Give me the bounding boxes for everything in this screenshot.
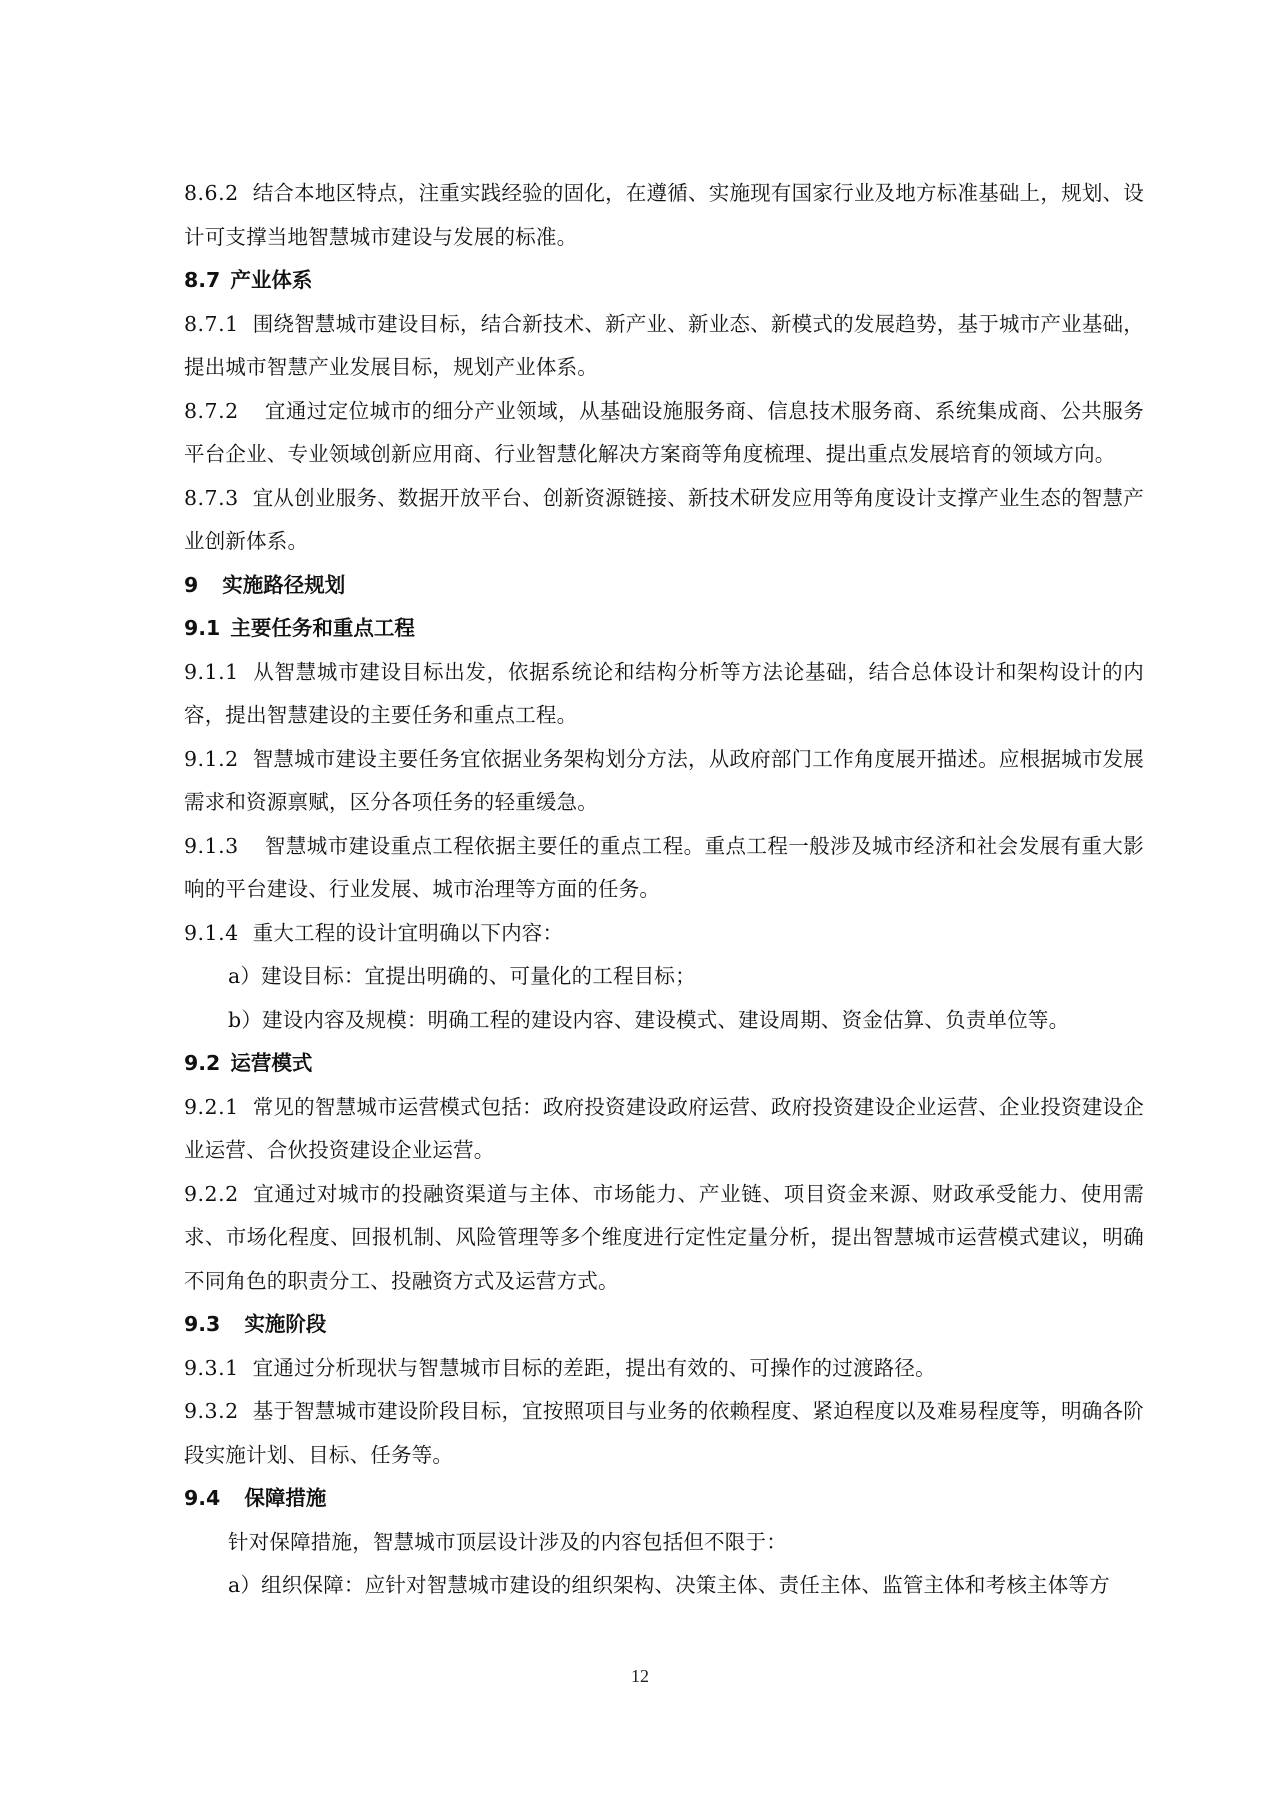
clause-8-7-1 — [184, 303, 1144, 390]
clause-text: 宜从创业服务、数据开放平台、创新资源链接、新技术研发应用等角度设计支撑产业生态的智慧产业创新体系。 — [184, 485, 1144, 553]
clause-text: 从智慧城市建设目标出发，依据系统论和结构分析等方法论基础，结合总体设计和架构设计的内容，提出智慧建设的主要任务和重点工程。 — [184, 659, 1144, 727]
clause-number: 8.7.2 — [184, 398, 239, 423]
heading-text: 主要任务和重点工程 — [230, 616, 415, 640]
heading-number: 9.3 — [184, 1312, 221, 1336]
clause-number: 8.7.1 — [184, 311, 239, 336]
clause-9-2-2 — [184, 1173, 1144, 1304]
heading-number: 9.4 — [184, 1486, 221, 1510]
clause-9-3-2 — [184, 1390, 1144, 1477]
list-item-text: a）组织保障：应针对智慧城市建设的组织架构、决策主体、责任主体、监管主体和考核主体等方 — [228, 1573, 1110, 1597]
page-number: 12 — [631, 1666, 649, 1686]
document-body — [184, 172, 1144, 1608]
clause-number: 9.3.1 — [184, 1355, 239, 1380]
clause-9-1-1 — [184, 651, 1144, 738]
clause-text: 基于智慧城市建设阶段目标，宜按照项目与业务的依赖程度、紧迫程度以及难易程度等，明确各阶段实施计划、目标、任务等。 — [184, 1399, 1144, 1467]
clause-text: 宜通过分析现状与智慧城市目标的差距，提出有效的、可操作的过渡路径。 — [252, 1355, 936, 1380]
clause-number: 9.1.3 — [184, 833, 239, 858]
heading-9-4 — [184, 1477, 1144, 1521]
section-intro — [184, 1521, 1144, 1565]
list-item-b — [184, 999, 1144, 1043]
clause-9-2-1 — [184, 1086, 1144, 1173]
intro-text: 针对保障措施，智慧城市顶层设计涉及的内容包括但不限于： — [228, 1529, 787, 1554]
clause-text: 结合本地区特点，注重实践经验的固化，在遵循、实施现有国家行业及地方标准基础上，规划、设计可支撑当地智慧城市建设与发展的标准。 — [184, 181, 1144, 249]
clause-text: 宜通过定位城市的细分产业领域，从基础设施服务商、信息技术服务商、系统集成商、公共服务平台企业、专业领域创新应用商、行业智慧化解决方案商等角度梳理、提出重点发展培育的领域方向。 — [184, 398, 1144, 466]
clause-9-3-1 — [184, 1347, 1144, 1391]
list-item-text: a）建设目标：宜提出明确的、可量化的工程目标； — [228, 964, 696, 988]
clause-9-1-3 — [184, 825, 1144, 912]
heading-number: 9.2 — [184, 1051, 221, 1075]
heading-text: 实施路径规划 — [222, 572, 346, 597]
clause-number: 8.7.3 — [184, 485, 239, 510]
heading-9-3 — [184, 1303, 1144, 1347]
clause-8-7-2 — [184, 390, 1144, 477]
clause-number: 8.6.2 — [184, 181, 239, 205]
clause-text: 围绕智慧城市建设目标，结合新技术、新产业、新业态、新模式的发展趋势，基于城市产业基础，提出城市智慧产业发展目标，规划产业体系。 — [184, 311, 1144, 379]
clause-number: 9.1.4 — [184, 920, 239, 945]
list-item-text: b）建设内容及规模：明确工程的建设内容、建设模式、建设周期、资金估算、负责单位等。 — [228, 1007, 1070, 1032]
clause-number: 9.3.2 — [184, 1399, 239, 1423]
clause-number: 9.2.1 — [184, 1094, 239, 1119]
heading-9-1 — [184, 607, 1144, 651]
clause-text: 智慧城市建设重点工程依据主要任的重点工程。重点工程一般涉及城市经济和社会发展有重大影响的平台建设、行业发展、城市治理等方面的任务。 — [184, 833, 1144, 901]
clause-number: 9.1.2 — [184, 746, 239, 771]
heading-9 — [184, 564, 1144, 608]
clause-text: 常见的智慧城市运营模式包括：政府投资建设政府运营、政府投资建设企业运营、企业投资建设企业运营、合伙投资建设企业运营。 — [184, 1094, 1144, 1162]
clause-number: 9.2.2 — [184, 1181, 239, 1206]
heading-text: 实施阶段 — [244, 1312, 327, 1336]
heading-text: 运营模式 — [230, 1051, 313, 1075]
heading-number: 8.7 — [184, 268, 221, 292]
clause-number: 9.1.1 — [184, 659, 239, 684]
clause-8-7-3 — [184, 477, 1144, 564]
heading-text: 保障措施 — [244, 1486, 327, 1510]
heading-8-7 — [184, 259, 1144, 303]
clause-text: 宜通过对城市的投融资渠道与主体、市场能力、产业链、项目资金来源、财政承受能力、使用需求、市场化程度、回报机制、风险管理等多个维度进行定性定量分析，提出智慧城市运营模式建议，明确不同角色的职责分工、投融资方式及运营方式。 — [184, 1181, 1144, 1293]
clause-text: 重大工程的设计宜明确以下内容： — [252, 920, 564, 945]
clause-9-1-4 — [184, 912, 1144, 956]
heading-9-2 — [184, 1042, 1144, 1086]
heading-number: 9 — [184, 572, 199, 597]
heading-number: 9.1 — [184, 616, 221, 640]
clause-9-1-2 — [184, 738, 1144, 825]
clause-text: 智慧城市建设主要任务宜依据业务架构划分方法，从政府部门工作角度展开描述。应根据城市发展需求和资源禀赋，区分各项任务的轻重缓急。 — [184, 746, 1144, 814]
heading-text: 产业体系 — [230, 268, 313, 292]
clause-8-6-2 — [184, 172, 1144, 259]
list-item-a-organization — [184, 1564, 1144, 1608]
list-item-a — [184, 955, 1144, 999]
